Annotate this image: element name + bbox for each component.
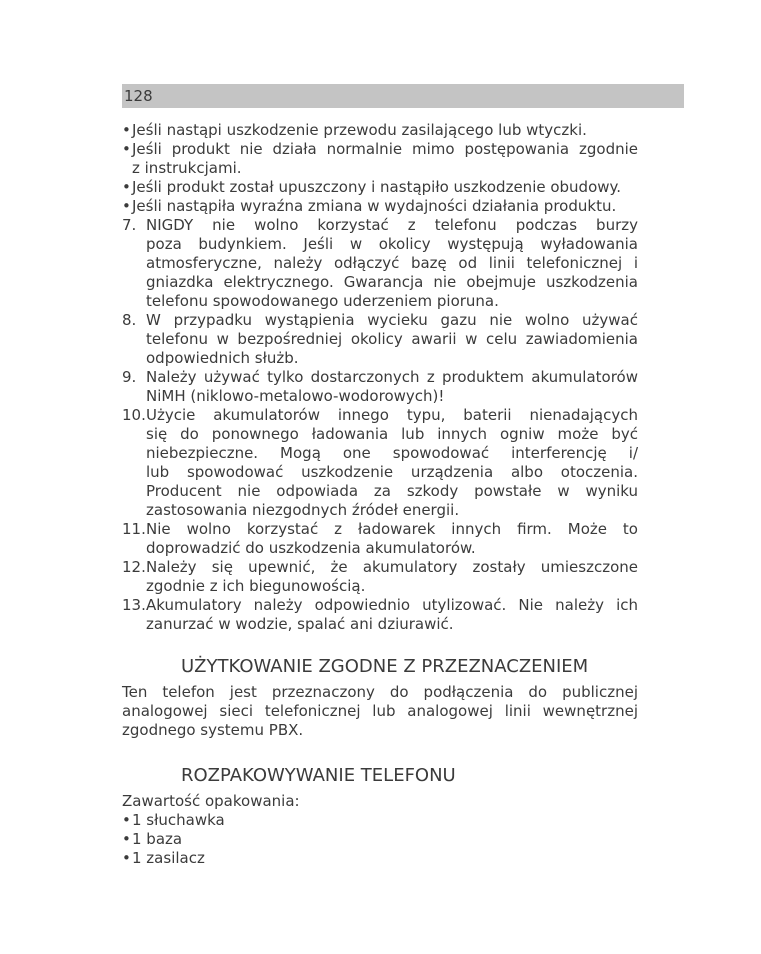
item-text [146,558,638,596]
section-intended-use [122,655,638,740]
item-text [146,406,638,520]
text-line: zanurzać w wodzie, spalać ani dziurawić. [146,615,454,633]
numbered-item [122,216,638,311]
item-number: 9. [122,368,137,386]
package-contents-list [122,811,638,868]
item-text [132,121,638,140]
item-text [146,596,638,634]
header-bar [122,84,684,108]
item-number: 13. [122,596,146,614]
item-text [132,849,638,868]
bullet-item [122,811,638,830]
numbered-item [122,406,638,520]
text-line: odpowiednich służb. [146,349,299,367]
text-line: 1 słuchawka [132,811,225,829]
section-unpacking [122,764,638,868]
text-line: z instrukcjami. [132,159,242,177]
bullet-item [122,178,638,197]
item-number: 7. [122,216,137,234]
item-number: 10. [122,406,146,424]
numbered-item [122,368,638,406]
bullet-marker: • [122,849,131,867]
page-number: 128 [124,87,153,105]
numbered-item [122,558,638,596]
text-line: poza budynkiem. Jeśli w okolicy występują wyładowania [146,235,638,253]
text-line: 1 zasilacz [132,849,205,867]
text-line: 1 baza [132,830,183,848]
text-line: gniazdka elektrycznego. Gwarancja nie obejmuje uszkodzenia [146,273,638,291]
text-line: Akumulatory należy odpowiednio utylizować. Nie należy ich [146,596,638,614]
bullet-item [122,197,638,216]
safety-numbered-list [122,216,638,634]
text-line: telefonu spowodowanego uderzeniem pioruna. [146,292,499,310]
bullet-marker: • [122,811,131,829]
text-line: NIGDY nie wolno korzystać z telefonu podczas burzy [146,216,638,234]
text-line: Jeśli produkt nie działa normalnie mimo postępowania zgodnie [132,140,638,158]
text-line: zgodnie z ich biegunowością. [146,577,366,595]
bullet-item [122,849,638,868]
numbered-item [122,311,638,368]
item-number: 8. [122,311,137,329]
text-line: Nie wolno korzystać z ładowarek innych firm. Może to [146,520,638,538]
text-line: Jeśli nastąpi uszkodzenie przewodu zasilającego lub wtyczki. [132,121,587,139]
page-content [122,121,638,868]
text-line: analogowej sieci telefonicznej lub analogowej linii wewnętrznej [122,702,638,720]
item-text [146,368,638,406]
item-number: 12. [122,558,146,576]
bullet-item [122,121,638,140]
text-line: zastosowania niezgodnych źródeł energii. [146,501,460,519]
text-line: Ten telefon jest przeznaczony do podłączenia do publicznej [122,683,638,701]
bullet-marker: • [122,178,131,196]
item-text [132,811,638,830]
text-line: Jeśli nastąpiła wyraźna zmiana w wydajności działania produktu. [132,197,617,215]
numbered-item [122,520,638,558]
bullet-marker: • [122,121,131,139]
text-line: atmosferyczne, należy odłączyć bazę od linii telefonicznej i [146,254,638,272]
item-text [146,520,638,558]
numbered-item [122,596,638,634]
text-line: Należy używać tylko dostarczonych z produktem akumulatorów [146,368,638,386]
text-line: telefonu w bezpośredniej okolicy awarii w celu zawiadomienia [146,330,638,348]
safety-bullet-list [122,121,638,216]
text-line: Należy się upewnić, że akumulatory zostały umieszczone [146,558,638,576]
section-heading: ROZPAKOWYWANIE TELEFONU [181,765,456,786]
text-line: NiMH (niklowo-metalowo-wodorowych)! [146,387,445,405]
item-text [146,311,638,368]
text-line: niebezpieczne. Mogą one spowodować interferencję i/ [146,444,638,462]
bullet-marker: • [122,197,131,215]
item-text [132,178,638,197]
text-line: Jeśli produkt został upuszczony i nastąpiło uszkodzenie obudowy. [132,178,622,196]
package-contents-intro: Zawartość opakowania: [122,792,300,810]
paragraph [122,683,638,740]
text-line: doprowadzić do uszkodzenia akumulatorów. [146,539,476,557]
text-line: zgodnego systemu PBX. [122,721,304,739]
bullet-marker: • [122,140,131,158]
text-line: się do ponownego ładowania lub innych ogniw może być [146,425,638,443]
text-line: lub spowodować uszkodzenie urządzenia albo otoczenia. [146,463,638,481]
text-line: Producent nie odpowiada za szkody powstałe w wyniku [146,482,638,500]
bullet-item [122,830,638,849]
section-heading: UŻYTKOWANIE ZGODNE Z PRZEZNACZENIEM [181,656,589,677]
bullet-item [122,140,638,178]
item-text [146,216,638,311]
item-text [132,197,638,216]
bullet-marker: • [122,830,131,848]
text-line: W przypadku wystąpienia wycieku gazu nie wolno używać [146,311,638,329]
item-number: 11. [122,520,146,538]
text-line: Użycie akumulatorów innego typu, baterii nienadających [146,406,638,424]
item-text [132,830,638,849]
item-text [132,140,638,178]
